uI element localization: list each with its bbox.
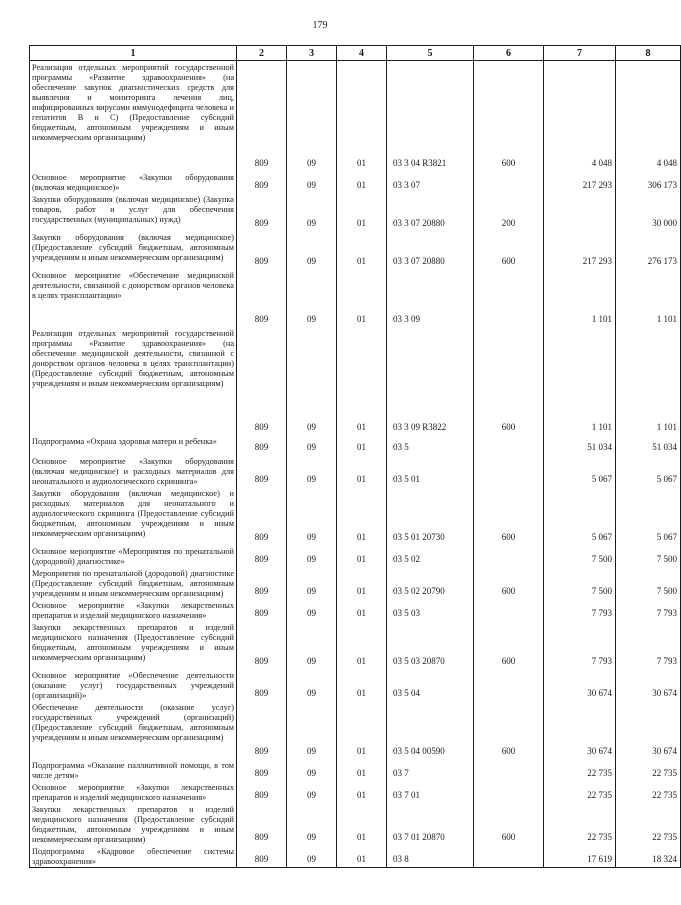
table-row xyxy=(30,781,681,803)
row-sum-year2: 5 067 xyxy=(616,487,681,545)
row-sum-year1: 22 735 xyxy=(544,759,616,781)
row-section: 09 xyxy=(287,435,337,455)
row-section: 09 xyxy=(287,781,337,803)
row-ministry: 809 xyxy=(237,231,287,269)
header-cell: 1 xyxy=(30,46,237,61)
row-name: Основное мероприятие «Закупки лекарственных препаратов и изделий медицинского назначения» xyxy=(30,599,237,621)
row-sum-year1: 30 674 xyxy=(544,669,616,701)
row-ministry: 809 xyxy=(237,487,287,545)
row-name: Основное мероприятие «Закупки оборудования (включая медицинское)» xyxy=(30,171,237,193)
row-section: 09 xyxy=(287,171,337,193)
row-ministry: 809 xyxy=(237,759,287,781)
row-subsection: 01 xyxy=(337,231,387,269)
row-expense-type: 600 xyxy=(474,567,544,599)
row-sum-year2: 306 173 xyxy=(616,171,681,193)
row-expense-type xyxy=(474,545,544,567)
row-ministry: 809 xyxy=(237,781,287,803)
row-section: 09 xyxy=(287,61,337,171)
row-target-code: 03 7 01 xyxy=(387,781,474,803)
table-row xyxy=(30,545,681,567)
row-sum-year2: 51 034 xyxy=(616,435,681,455)
table-row xyxy=(30,599,681,621)
row-ministry: 809 xyxy=(237,803,287,845)
table-row xyxy=(30,567,681,599)
row-subsection: 01 xyxy=(337,781,387,803)
row-sum-year2: 7 500 xyxy=(616,545,681,567)
row-target-code: 03 5 xyxy=(387,435,474,455)
row-sum-year1: 5 067 xyxy=(544,487,616,545)
row-sum-year2: 30 000 xyxy=(616,193,681,231)
table-row xyxy=(30,269,681,327)
row-sum-year1: 51 034 xyxy=(544,435,616,455)
row-subsection: 01 xyxy=(337,61,387,171)
table-row xyxy=(30,845,681,868)
row-ministry: 809 xyxy=(237,845,287,868)
table-row xyxy=(30,231,681,269)
table-row xyxy=(30,171,681,193)
row-ministry: 809 xyxy=(237,61,287,171)
row-expense-type xyxy=(474,269,544,327)
row-expense-type xyxy=(474,455,544,487)
row-sum-year2: 1 101 xyxy=(616,327,681,435)
row-target-code: 03 5 03 20870 xyxy=(387,621,474,669)
row-section: 09 xyxy=(287,845,337,868)
row-target-code: 03 7 01 20870 xyxy=(387,803,474,845)
header-cell: 6 xyxy=(474,46,544,61)
row-subsection: 01 xyxy=(337,435,387,455)
row-expense-type xyxy=(474,759,544,781)
row-section: 09 xyxy=(287,231,337,269)
row-subsection: 01 xyxy=(337,545,387,567)
row-sum-year2: 18 324 xyxy=(616,845,681,868)
row-name: Подпрограмма «Кадровое обеспечение системы здравоохранения» xyxy=(30,845,237,868)
row-name: Основное мероприятие «Мероприятия по пренатальной (дородовой) диагностике» xyxy=(30,545,237,567)
row-expense-type: 600 xyxy=(474,231,544,269)
row-sum-year1: 22 735 xyxy=(544,803,616,845)
row-name: Обеспечение деятельности (оказание услуг) государственных учреждений (организаций) (Предоставление субсидий бюджетным, автономным учреждениям и иным некоммерческим организациям) xyxy=(30,701,237,759)
row-name: Закупки оборудования (включая медицинское) и расходных материалов для неонатального и аудиологического скрининга (Предоставление субсидий бюджетным, автономным учреждениям и иным некоммерческим организациям) xyxy=(30,487,237,545)
row-sum-year2: 22 735 xyxy=(616,759,681,781)
row-subsection: 01 xyxy=(337,327,387,435)
budget-table-sheet xyxy=(29,45,677,868)
row-ministry: 809 xyxy=(237,621,287,669)
row-ministry: 809 xyxy=(237,455,287,487)
row-target-code: 03 5 04 00590 xyxy=(387,701,474,759)
row-section: 09 xyxy=(287,759,337,781)
budget-table xyxy=(29,45,681,868)
header-cell: 3 xyxy=(287,46,337,61)
row-sum-year2: 276 173 xyxy=(616,231,681,269)
row-subsection: 01 xyxy=(337,599,387,621)
row-sum-year2: 1 101 xyxy=(616,269,681,327)
row-ministry: 809 xyxy=(237,599,287,621)
table-row xyxy=(30,193,681,231)
row-ministry: 809 xyxy=(237,193,287,231)
row-section: 09 xyxy=(287,455,337,487)
row-target-code: 03 5 01 20730 xyxy=(387,487,474,545)
row-sum-year1: 7 793 xyxy=(544,599,616,621)
row-section: 09 xyxy=(287,193,337,231)
header-cell: 2 xyxy=(237,46,287,61)
row-sum-year2: 30 674 xyxy=(616,669,681,701)
row-subsection: 01 xyxy=(337,455,387,487)
row-name: Основное мероприятие «Обеспечение деятельности (оказание услуг) государственных учреждений (организаций)» xyxy=(30,669,237,701)
row-expense-type: 600 xyxy=(474,327,544,435)
table-header-row xyxy=(30,46,681,61)
row-name: Подпрограмма «Оказание паллиативной помощи, в том числе детям» xyxy=(30,759,237,781)
row-section: 09 xyxy=(287,701,337,759)
row-subsection: 01 xyxy=(337,701,387,759)
row-section: 09 xyxy=(287,327,337,435)
row-name: Закупки лекарственных препаратов и изделий медицинского назначения (Предоставление субсидий бюджетным, автономным учреждениям и иным некоммерческим организациям) xyxy=(30,803,237,845)
row-target-code: 03 5 01 xyxy=(387,455,474,487)
row-subsection: 01 xyxy=(337,269,387,327)
row-target-code: 03 3 04 R3821 xyxy=(387,61,474,171)
row-name: Основное мероприятие «Закупки лекарственных препаратов и изделий медицинского назначения» xyxy=(30,781,237,803)
row-target-code: 03 3 07 20880 xyxy=(387,231,474,269)
row-subsection: 01 xyxy=(337,567,387,599)
row-ministry: 809 xyxy=(237,567,287,599)
row-sum-year1: 7 500 xyxy=(544,567,616,599)
row-subsection: 01 xyxy=(337,487,387,545)
row-sum-year1: 22 735 xyxy=(544,781,616,803)
row-name: Основное мероприятие «Обеспечение медицинской деятельности, связанной с донорством органов человека в целях трансплантации» xyxy=(30,269,237,327)
row-sum-year1: 30 674 xyxy=(544,701,616,759)
row-target-code: 03 3 07 xyxy=(387,171,474,193)
row-subsection: 01 xyxy=(337,759,387,781)
row-section: 09 xyxy=(287,545,337,567)
table-row xyxy=(30,327,681,435)
row-expense-type: 600 xyxy=(474,61,544,171)
row-target-code: 03 5 02 xyxy=(387,545,474,567)
row-expense-type xyxy=(474,599,544,621)
row-expense-type: 600 xyxy=(474,621,544,669)
row-sum-year2: 22 735 xyxy=(616,781,681,803)
row-expense-type: 600 xyxy=(474,803,544,845)
row-subsection: 01 xyxy=(337,845,387,868)
row-section: 09 xyxy=(287,269,337,327)
row-sum-year1: 7 793 xyxy=(544,621,616,669)
row-target-code: 03 3 07 20880 xyxy=(387,193,474,231)
row-target-code: 03 3 09 xyxy=(387,269,474,327)
row-ministry: 809 xyxy=(237,669,287,701)
row-sum-year2: 4 048 xyxy=(616,61,681,171)
row-target-code: 03 5 03 xyxy=(387,599,474,621)
table-row xyxy=(30,61,681,171)
row-section: 09 xyxy=(287,669,337,701)
row-sum-year2: 7 500 xyxy=(616,567,681,599)
row-target-code: 03 3 09 R3822 xyxy=(387,327,474,435)
header-cell: 8 xyxy=(616,46,681,61)
table-row xyxy=(30,701,681,759)
row-expense-type xyxy=(474,171,544,193)
row-target-code: 03 5 02 20790 xyxy=(387,567,474,599)
row-section: 09 xyxy=(287,487,337,545)
row-name: Закупки оборудования (включая медицинское) (Закупка товаров, работ и услуг для обеспечения государственных (муниципальных) нужд) xyxy=(30,193,237,231)
row-name: Подпрограмма «Охрана здоровья матери и ребенка» xyxy=(30,435,237,455)
table-row xyxy=(30,435,681,455)
header-cell: 4 xyxy=(337,46,387,61)
table-row xyxy=(30,487,681,545)
row-sum-year2: 30 674 xyxy=(616,701,681,759)
row-expense-type: 200 xyxy=(474,193,544,231)
row-subsection: 01 xyxy=(337,803,387,845)
row-name: Реализация отдельных мероприятий государственной программы «Развитие здравоохранения» (на обеспечение медицинской деятельности, связанной с донорством органов человека в целях трансплантации) (Предоставление субсидий бюджетным, автономным учреждениям и иным некоммерческим организациям) xyxy=(30,327,237,435)
row-sum-year1 xyxy=(544,193,616,231)
row-sum-year2: 7 793 xyxy=(616,621,681,669)
row-name: Закупки лекарственных препаратов и изделий медицинского назначения (Предоставление субсидий бюджетным, автономным учреждениям и иным некоммерческим организациям) xyxy=(30,621,237,669)
row-ministry: 809 xyxy=(237,171,287,193)
row-ministry: 809 xyxy=(237,327,287,435)
row-section: 09 xyxy=(287,567,337,599)
row-sum-year1: 1 101 xyxy=(544,269,616,327)
row-sum-year1: 217 293 xyxy=(544,231,616,269)
row-expense-type xyxy=(474,845,544,868)
row-sum-year1: 7 500 xyxy=(544,545,616,567)
row-sum-year1: 1 101 xyxy=(544,327,616,435)
table-row xyxy=(30,621,681,669)
header-cell: 5 xyxy=(387,46,474,61)
row-ministry: 809 xyxy=(237,269,287,327)
row-sum-year2: 7 793 xyxy=(616,599,681,621)
row-sum-year1: 17 619 xyxy=(544,845,616,868)
table-row xyxy=(30,803,681,845)
row-subsection: 01 xyxy=(337,621,387,669)
row-subsection: 01 xyxy=(337,171,387,193)
row-sum-year2: 22 735 xyxy=(616,803,681,845)
row-name: Мероприятия по пренатальной (дородовой) диагностике (Предоставление субсидий бюджетным, автономным учреждениям и иным некоммерческим организациям) xyxy=(30,567,237,599)
row-target-code: 03 5 04 xyxy=(387,669,474,701)
row-name: Основное мероприятие «Закупки оборудования (включая медицинское) и расходных материалов для неонатального и аудиологического скрининга» xyxy=(30,455,237,487)
table-row xyxy=(30,455,681,487)
row-ministry: 809 xyxy=(237,435,287,455)
header-cell: 7 xyxy=(544,46,616,61)
row-sum-year1: 217 293 xyxy=(544,171,616,193)
row-sum-year2: 5 067 xyxy=(616,455,681,487)
row-target-code: 03 8 xyxy=(387,845,474,868)
row-expense-type xyxy=(474,669,544,701)
row-section: 09 xyxy=(287,621,337,669)
row-expense-type: 600 xyxy=(474,487,544,545)
row-sum-year1: 4 048 xyxy=(544,61,616,171)
table-row xyxy=(30,669,681,701)
row-subsection: 01 xyxy=(337,193,387,231)
row-expense-type xyxy=(474,781,544,803)
row-subsection: 01 xyxy=(337,669,387,701)
row-name: Закупки оборудования (включая медицинское) (Предоставление субсидий бюджетным, автономным учреждениям и иным некоммерческим организациям) xyxy=(30,231,237,269)
page-number: 179 xyxy=(312,20,328,31)
row-section: 09 xyxy=(287,803,337,845)
row-target-code: 03 7 xyxy=(387,759,474,781)
row-ministry: 809 xyxy=(237,701,287,759)
row-expense-type: 600 xyxy=(474,701,544,759)
row-ministry: 809 xyxy=(237,545,287,567)
table-row xyxy=(30,759,681,781)
row-section: 09 xyxy=(287,599,337,621)
row-sum-year1: 5 067 xyxy=(544,455,616,487)
row-expense-type xyxy=(474,435,544,455)
row-name: Реализация отдельных мероприятий государственной программы «Развитие здравоохранения» (на обеспечение закупок диагностических средств для выявления и мониторинга лечения лиц, инфицированных вирусами иммунодефицита человека и гепатитов В и С) (Предоставление субсидий бюджетным, автономным учреждениям и иным некоммерческим организациям) xyxy=(30,61,237,171)
